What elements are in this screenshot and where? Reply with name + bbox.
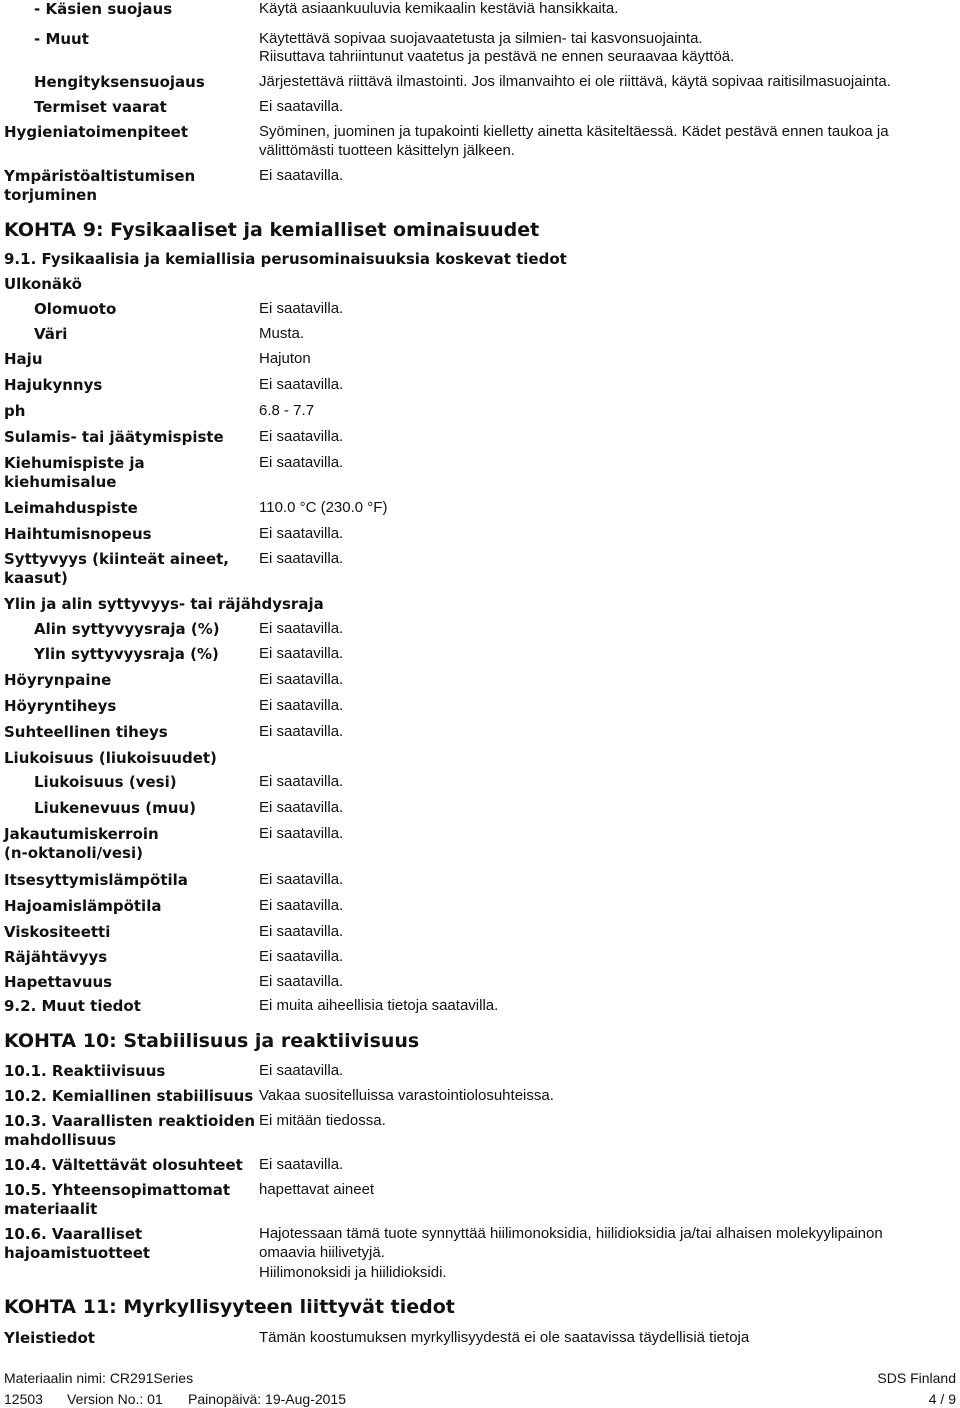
- oxidizing-value: Ei saatavilla.: [259, 973, 344, 990]
- vapor-pressure-label: Höyrynpaine: [4, 671, 112, 689]
- section-9-1-subheading: 9.1. Fysikaalisia ja kemiallisia perusominaisuuksia koskevat tiedot: [4, 250, 567, 268]
- respiratory-value: Järjestettävä riittävä ilmastointi. Jos ilmanvaihto ei ole riittävä, käytä sopivaa raitisilmasuojainta.: [259, 73, 891, 90]
- flammability-label-2: kaasut): [4, 569, 68, 587]
- conditions-to-avoid-label: 10.4. Vältettävät olosuhteet: [4, 1156, 243, 1174]
- partition-coefficient-label-2: (n-oktanoli/vesi): [4, 844, 143, 862]
- flammability-label-1: Syttyvyys (kiinteät aineet,: [4, 550, 229, 568]
- vapor-density-value: Ei saatavilla.: [259, 697, 344, 714]
- odor-threshold-value: Ei saatavilla.: [259, 376, 344, 393]
- evaporation-rate-value: Ei saatavilla.: [259, 525, 344, 542]
- decomposition-products-value-1: Hajotessaan tämä tuote synnyttää hiilimonoksidia, hiilidioksidia ja/tai alhaisen molekyylipainon: [259, 1225, 883, 1242]
- decomposition-temp-value: Ei saatavilla.: [259, 897, 344, 914]
- flash-point-value: 110.0 °C (230.0 °F): [259, 499, 388, 516]
- ph-label: ph: [4, 402, 26, 420]
- evaporation-rate-label: Haihtumisnopeus: [4, 525, 152, 543]
- decomposition-products-label-2: hajoamistuotteet: [4, 1244, 151, 1262]
- solubility-water-value: Ei saatavilla.: [259, 773, 344, 790]
- boiling-point-label-1: Kiehumispiste ja: [4, 454, 145, 472]
- respiratory-label: Hengityksensuojaus: [34, 73, 205, 91]
- reactivity-label: 10.1. Reaktiivisuus: [4, 1062, 166, 1080]
- solubility-heading: Liukoisuus (liukoisuudet): [4, 749, 217, 767]
- explosive-limits-heading: Ylin ja alin syttyvyys- tai räjähdysraja: [4, 595, 324, 613]
- decomposition-products-label-1: 10.6. Vaaralliset: [4, 1225, 143, 1243]
- explosiveness-label: Räjähtävyys: [4, 948, 108, 966]
- thermal-hazards-value: Ei saatavilla.: [259, 98, 344, 115]
- appearance-label: Ulkonäkö: [4, 275, 82, 293]
- incompatible-materials-label-1: 10.5. Yhteensopimattomat: [4, 1181, 231, 1199]
- environmental-exposure-label-2: torjuminen: [4, 186, 97, 204]
- boiling-point-value: Ei saatavilla.: [259, 454, 344, 471]
- odor-label: Haju: [4, 350, 43, 368]
- relative-density-value: Ei saatavilla.: [259, 723, 344, 740]
- other-protection-value-2: Riisuttava tahriintunut vaatetus ja pestävä ne ennen seuraavaa käyttöä.: [259, 48, 735, 65]
- hand-protection-label: - Käsien suojaus: [34, 0, 173, 18]
- boiling-point-label-2: kiehumisalue: [4, 473, 117, 491]
- decomposition-products-value-2: omaavia hiilivetyjä.: [259, 1244, 385, 1261]
- chemical-stability-label: 10.2. Kemiallinen stabiilisuus: [4, 1087, 254, 1105]
- environmental-exposure-value: Ei saatavilla.: [259, 167, 344, 184]
- hygiene-value-1: Syöminen, juominen ja tupakointi kielletty ainetta käsiteltäessä. Kädet pestävä ennen taukoa ja: [259, 123, 889, 140]
- hygiene-label: Hygieniatoimenpiteet: [4, 123, 188, 141]
- solubility-water-label: Liukoisuus (vesi): [34, 773, 177, 791]
- decomposition-temp-label: Hajoamislämpötila: [4, 897, 162, 915]
- section-10-heading: KOHTA 10: Stabiilisuus ja reaktiivisuus: [4, 1030, 420, 1052]
- general-info-value: Tämän koostumuksen myrkyllisyydestä ei ole saatavissa täydellisiä tietoja: [259, 1329, 750, 1346]
- reactivity-value: Ei saatavilla.: [259, 1062, 344, 1079]
- decomposition-products-value-3: Hiilimonoksidi ja hiilidioksidi.: [259, 1264, 447, 1281]
- section-9-heading: KOHTA 9: Fysikaaliset ja kemialliset ominaisuudet: [4, 219, 540, 241]
- color-value: Musta.: [259, 325, 305, 342]
- general-info-label: Yleistiedot: [4, 1329, 95, 1347]
- ph-value: 6.8 - 7.7: [259, 402, 315, 419]
- autoignition-label: Itsesyttymislämpötila: [4, 871, 188, 889]
- upper-flammability-label: Ylin syttyvyysraja (%): [34, 645, 219, 663]
- melting-point-label: Sulamis- tai jäätymispiste: [4, 428, 224, 446]
- solubility-other-label: Liukenevuus (muu): [34, 799, 196, 817]
- section-11-heading: KOHTA 11: Myrkyllisyyteen liittyvät tiedot: [4, 1296, 455, 1318]
- thermal-hazards-label: Termiset vaarat: [34, 98, 167, 116]
- viscosity-value: Ei saatavilla.: [259, 923, 344, 940]
- oxidizing-label: Hapettavuus: [4, 973, 113, 991]
- other-info-value: Ei muita aiheellisia tietoja saatavilla.: [259, 997, 499, 1014]
- odor-value: Hajuton: [259, 350, 311, 367]
- autoignition-value: Ei saatavilla.: [259, 871, 344, 888]
- color-label: Väri: [34, 325, 68, 343]
- other-protection-value-1: Käytettävä sopivaa suojavaatetusta ja silmien- tai kasvonsuojainta.: [259, 30, 703, 47]
- footer-code: 12503: [4, 1391, 43, 1407]
- incompatible-materials-value: hapettavat aineet: [259, 1181, 375, 1198]
- relative-density-label: Suhteellinen tiheys: [4, 723, 168, 741]
- footer-version: Version No.: 01: [67, 1391, 163, 1407]
- vapor-density-label: Höyryntiheys: [4, 697, 117, 715]
- partition-coefficient-label-1: Jakautumiskerroin: [4, 825, 159, 843]
- flash-point-label: Leimahduspiste: [4, 499, 138, 517]
- hazardous-reactions-label-1: 10.3. Vaarallisten reaktioiden: [4, 1112, 256, 1130]
- incompatible-materials-label-2: materiaalit: [4, 1200, 98, 1218]
- physical-state-value: Ei saatavilla.: [259, 300, 344, 317]
- solubility-other-value: Ei saatavilla.: [259, 799, 344, 816]
- odor-threshold-label: Hajukynnys: [4, 376, 103, 394]
- footer-sds-region: SDS Finland: [877, 1370, 956, 1386]
- vapor-pressure-value: Ei saatavilla.: [259, 671, 344, 688]
- lower-flammability-value: Ei saatavilla.: [259, 620, 344, 637]
- physical-state-label: Olomuoto: [34, 300, 117, 318]
- other-protection-label: - Muut: [34, 30, 89, 48]
- hygiene-value-2: välittömästi tuotteen käsittelyn jälkeen.: [259, 142, 515, 159]
- other-info-label: 9.2. Muut tiedot: [4, 997, 141, 1015]
- melting-point-value: Ei saatavilla.: [259, 428, 344, 445]
- upper-flammability-value: Ei saatavilla.: [259, 645, 344, 662]
- footer-page-number: 4 / 9: [928, 1391, 956, 1407]
- hazardous-reactions-value: Ei mitään tiedossa.: [259, 1112, 386, 1129]
- hand-protection-value: Käytä asiaankuuluvia kemikaalin kestäviä hansikkaita.: [259, 0, 619, 17]
- viscosity-label: Viskositeetti: [4, 923, 111, 941]
- footer-material-name: Materiaalin nimi: CR291Series: [4, 1370, 194, 1386]
- explosiveness-value: Ei saatavilla.: [259, 948, 344, 965]
- conditions-to-avoid-value: Ei saatavilla.: [259, 1156, 344, 1173]
- chemical-stability-value: Vakaa suositelluissa varastointiolosuhteissa.: [259, 1087, 554, 1104]
- environmental-exposure-label-1: Ympäristöaltistumisen: [4, 167, 196, 185]
- hazardous-reactions-label-2: mahdollisuus: [4, 1131, 117, 1149]
- partition-coefficient-value: Ei saatavilla.: [259, 825, 344, 842]
- flammability-value: Ei saatavilla.: [259, 550, 344, 567]
- footer-print-date: Painopäivä: 19-Aug-2015: [188, 1391, 347, 1407]
- lower-flammability-label: Alin syttyvyysraja (%): [34, 620, 220, 638]
